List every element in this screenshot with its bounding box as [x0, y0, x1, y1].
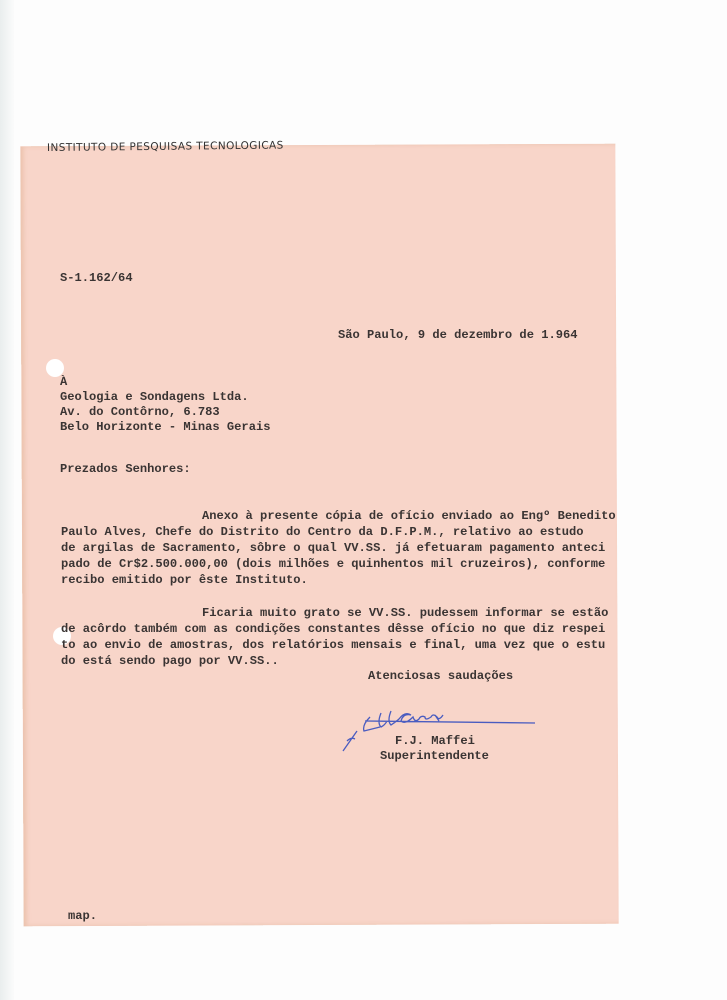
typist-initials: map. — [68, 909, 98, 923]
recipient-line: Av. do Contôrno, 6.783 — [60, 405, 220, 419]
body-line: recibo emitido por êste Instituto. — [61, 573, 308, 587]
signatory-title: Superintendente — [380, 749, 489, 763]
reference-number: S-1.162/64 — [60, 271, 133, 285]
salutation: Prezados Senhores: — [60, 462, 191, 476]
body-line: Anexo à presente cópia de ofício enviado ao Engº Benedito — [202, 509, 616, 523]
signatory-name: F.J. Maffei — [395, 734, 475, 748]
recipient-line: Geologia e Sondagens Ltda. — [60, 390, 249, 404]
body-line: de argilas de Sacramento, sôbre o qual VV.SS. já efetuaram pagamento anteci — [61, 541, 606, 555]
body-line: do está sendo pago por VV.SS.. — [61, 654, 279, 668]
closing: Atenciosas saudações — [368, 669, 514, 683]
body-line: pado de Cr$2.500.000,00 (dois milhões e quinhentos mil cruzeiros), conforme — [61, 557, 606, 571]
date-line: São Paulo, 9 de dezembro de 1.964 — [338, 328, 578, 342]
letterhead: INSTITUTO DE PESQUISAS TECNOLOGICAS — [46, 139, 284, 154]
body-line: Paulo Alves, Chefe do Distrito do Centro da D.F.P.M., relativo ao estudo — [61, 525, 584, 539]
body-line: to ao envio de amostras, dos relatórios mensais e final, uma vez que o estu — [61, 638, 606, 652]
scanner-edge — [0, 0, 14, 1000]
recipient-line: Belo Horizonte - Minas Gerais — [60, 420, 271, 434]
recipient-line: À — [60, 375, 68, 389]
body-line: de acôrdo também com as condições constantes dêsse ofício no que diz respei — [61, 622, 606, 636]
body-line: Ficaria muito grato se VV.SS. pudessem informar se estão — [202, 606, 609, 620]
